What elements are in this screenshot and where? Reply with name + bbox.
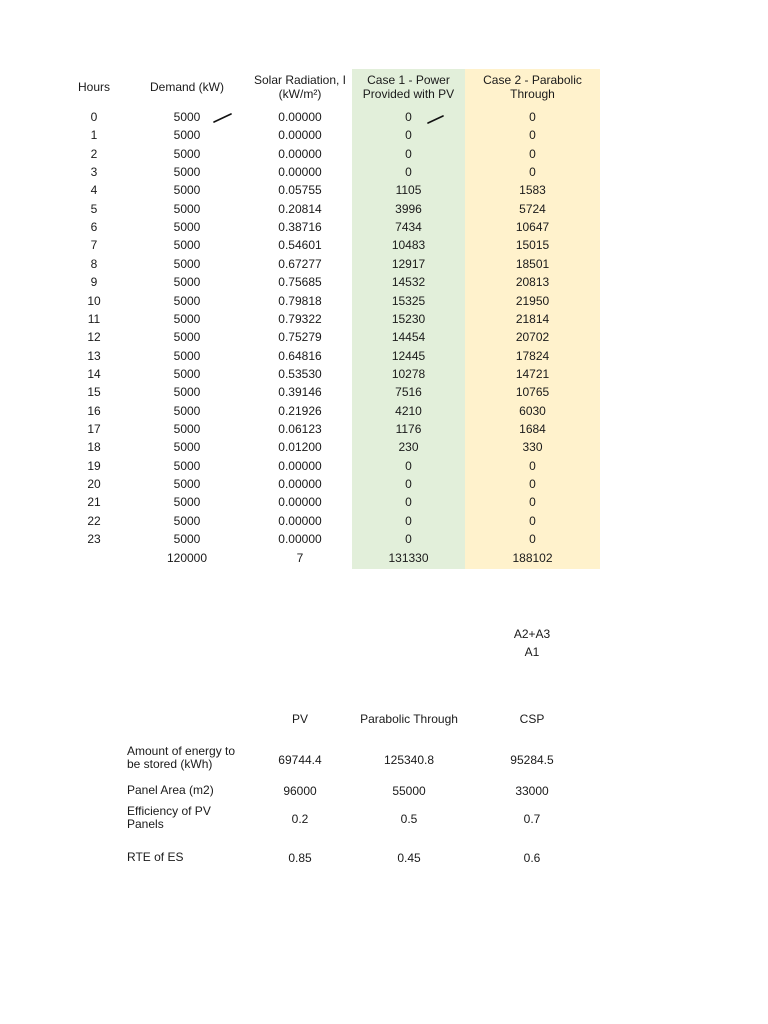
cell-demand: 5000 (173, 183, 201, 197)
cell-solar-radiation: 0.75685 (278, 275, 322, 289)
cell-solar-radiation: 0.53530 (278, 367, 322, 381)
table2-label-efficiency-line2: Panels (127, 817, 164, 831)
cell-hour: 16 (87, 404, 101, 418)
cell-case1-power: 4210 (395, 404, 422, 418)
cell-solar-radiation: 0.21926 (278, 404, 322, 418)
cell-case1-power: 0 (405, 165, 412, 179)
cell-solar-radiation: 0.67277 (278, 257, 322, 271)
cell-hour: 9 (90, 275, 98, 289)
cell-case2-power: 5724 (519, 202, 546, 216)
cell-case2-power: 18501 (515, 257, 550, 271)
cell-case1-power: 1176 (395, 422, 422, 436)
cell-case2-power: 0 (529, 147, 536, 161)
table2-efficiency-parabolic: 0.5 (400, 812, 418, 826)
table2-label-panel-area (127, 784, 251, 797)
cell-hour: 5 (90, 202, 98, 216)
table2-rte-csp: 0.6 (523, 851, 541, 865)
cell-case1-power: 10278 (391, 367, 426, 381)
cell-hour: 11 (87, 312, 101, 326)
cell-case2-power: 0 (529, 495, 536, 509)
cell-case1-power: 7516 (395, 385, 422, 399)
cell-hour: 0 (90, 110, 98, 124)
cell-demand: 5000 (173, 128, 201, 142)
cell-case2-power: 0 (529, 514, 536, 528)
cell-case1-power: 7434 (395, 220, 422, 234)
cell-case1-power: 12917 (391, 257, 426, 271)
cell-solar-radiation: 0.05755 (278, 183, 322, 197)
cell-hour: 21 (87, 495, 101, 509)
header-demand: Demand (kW) (149, 80, 224, 94)
cell-solar-radiation: 0.00000 (278, 532, 322, 546)
cell-hour: 18 (87, 440, 101, 454)
header-case1-line2: Provided with PV (362, 87, 455, 101)
cell-hour: 10 (87, 294, 101, 308)
cell-demand: 5000 (173, 422, 201, 436)
cell-case2-power: 21950 (515, 294, 550, 308)
header-solar-line1: Solar Radiation, I (253, 73, 347, 87)
cell-demand: 5000 (173, 238, 201, 252)
cell-case2-power: 21814 (515, 312, 550, 326)
table2-label-energy-line1: Amount of energy to (127, 744, 236, 758)
cell-demand: 5000 (173, 110, 201, 124)
cell-case2-power: 10765 (515, 385, 550, 399)
cell-case1-power: 15325 (391, 294, 426, 308)
cell-case2-power: 0 (529, 110, 536, 124)
cell-hour: 1 (90, 128, 98, 142)
pen-mark-icon (427, 113, 447, 125)
pen-mark-icon (213, 112, 233, 124)
cell-hour: 19 (87, 459, 101, 473)
cell-case2-power: 14721 (515, 367, 550, 381)
table2-rte-parabolic: 0.45 (397, 851, 421, 865)
header-solar-radiation (248, 73, 352, 101)
table2-label-energy-line2: be stored (kWh) (127, 757, 213, 771)
cell-case1-power: 0 (405, 477, 412, 491)
cell-case1-power: 1105 (395, 183, 422, 197)
cell-hour: 4 (90, 183, 98, 197)
table2-label-panel-area-line1: Panel Area (m2) (127, 783, 214, 797)
cell-case1-power: 14454 (391, 330, 426, 344)
header-case2-line2: Through (510, 87, 555, 101)
table2-label-efficiency-line1: Efficiency of PV (127, 804, 211, 818)
table2-header-parabolic: Parabolic Through (360, 712, 458, 726)
cell-demand: 5000 (173, 477, 201, 491)
cell-solar-radiation: 0.00000 (278, 495, 322, 509)
total-solar: 7 (296, 551, 304, 565)
cell-case2-power: 0 (529, 532, 536, 546)
cell-hour: 23 (87, 532, 101, 546)
cell-case2-power: 17824 (515, 349, 550, 363)
cell-case2-power: 1684 (519, 422, 546, 436)
cell-demand: 5000 (173, 349, 201, 363)
cell-solar-radiation: 0.00000 (278, 477, 322, 491)
cell-case1-power: 12445 (391, 349, 426, 363)
cell-demand: 5000 (173, 495, 201, 509)
table2-area-csp: 33000 (515, 784, 549, 798)
cell-demand: 5000 (173, 294, 201, 308)
cell-solar-radiation: 0.54601 (278, 238, 322, 252)
table2-label-energy (127, 745, 251, 771)
cell-case1-power: 0 (405, 495, 412, 509)
cell-solar-radiation: 0.00000 (278, 514, 322, 528)
cell-demand: 5000 (173, 147, 201, 161)
note-line1: A2+A3 (513, 627, 551, 641)
header-hours: Hours (77, 80, 110, 94)
cell-solar-radiation: 0.00000 (278, 147, 322, 161)
total-case2: 188102 (512, 551, 553, 565)
cell-demand: 5000 (173, 367, 201, 381)
header-solar-line2: (kW/m²) (278, 87, 322, 101)
cell-solar-radiation: 0.38716 (278, 220, 322, 234)
cell-demand: 5000 (173, 459, 201, 473)
cell-hour: 13 (87, 349, 101, 363)
cell-hour: 6 (90, 220, 98, 234)
cell-case1-power: 0 (405, 128, 412, 142)
cell-case2-power: 0 (529, 128, 536, 142)
table2-header-csp: CSP (519, 712, 545, 726)
cell-solar-radiation: 0.20814 (278, 202, 322, 216)
table2-label-rte-line1: RTE of ES (127, 850, 184, 864)
cell-hour: 15 (87, 385, 101, 399)
cell-case1-power: 230 (398, 440, 419, 454)
cell-case1-power: 15230 (391, 312, 426, 326)
cell-demand: 5000 (173, 312, 201, 326)
cell-case1-power: 14532 (391, 275, 426, 289)
cell-solar-radiation: 0.79818 (278, 294, 322, 308)
cell-hour: 8 (90, 257, 98, 271)
cell-solar-radiation: 0.00000 (278, 459, 322, 473)
cell-demand: 5000 (173, 385, 201, 399)
cell-solar-radiation: 0.39146 (278, 385, 322, 399)
header-case1-line1: Case 1 - Power (367, 73, 450, 87)
cell-demand: 5000 (173, 404, 201, 418)
cell-hour: 14 (87, 367, 101, 381)
cell-hour: 12 (87, 330, 101, 344)
cell-solar-radiation: 0.00000 (278, 128, 322, 142)
cell-case1-power: 10483 (391, 238, 426, 252)
table2-efficiency-csp: 0.7 (523, 812, 541, 826)
cell-case2-power: 0 (529, 165, 536, 179)
cell-hour: 2 (90, 147, 98, 161)
table2-rte-pv: 0.85 (288, 851, 312, 865)
cell-demand: 5000 (173, 532, 201, 546)
cell-demand: 5000 (173, 202, 201, 216)
table2-energy-csp: 95284.5 (510, 753, 554, 767)
table2-label-rte (127, 851, 251, 864)
total-demand: 120000 (166, 551, 208, 565)
table2-label-efficiency (127, 805, 251, 831)
cell-demand: 5000 (173, 440, 201, 454)
cell-case2-power: 6030 (519, 404, 546, 418)
cell-solar-radiation: 0.06123 (278, 422, 322, 436)
cell-demand: 5000 (173, 165, 201, 179)
total-case1: 131330 (388, 551, 429, 565)
cell-case2-power: 1583 (519, 183, 546, 197)
cell-solar-radiation: 0.00000 (278, 165, 322, 179)
cell-hour: 7 (90, 238, 98, 252)
note-line2: A1 (524, 645, 540, 659)
cell-case2-power: 330 (522, 440, 543, 454)
header-case2 (465, 73, 600, 101)
cell-case2-power: 0 (529, 477, 536, 491)
table2-energy-parabolic: 125340.8 (383, 753, 435, 767)
cell-demand: 5000 (173, 220, 201, 234)
cell-case2-power: 20813 (515, 275, 550, 289)
cell-case2-power: 0 (529, 459, 536, 473)
cell-case2-power: 20702 (515, 330, 550, 344)
cell-solar-radiation: 0.64816 (278, 349, 322, 363)
cell-demand: 5000 (173, 275, 201, 289)
table2-area-parabolic: 55000 (392, 784, 426, 798)
cell-solar-radiation: 0.75279 (278, 330, 322, 344)
cell-case1-power: 3996 (395, 202, 422, 216)
table2-efficiency-pv: 0.2 (291, 812, 309, 826)
cell-hour: 3 (90, 165, 98, 179)
header-case2-line1: Case 2 - Parabolic (483, 73, 582, 87)
header-case1 (352, 73, 465, 101)
cell-case1-power: 0 (405, 514, 412, 528)
cell-demand: 5000 (173, 330, 201, 344)
cell-demand: 5000 (173, 257, 201, 271)
cell-hour: 20 (87, 477, 101, 491)
cell-case2-power: 10647 (515, 220, 550, 234)
cell-hour: 22 (87, 514, 101, 528)
cell-hour: 17 (87, 422, 101, 436)
table2-area-pv: 96000 (283, 784, 317, 798)
cell-case1-power: 0 (405, 532, 412, 546)
table2-header-pv: PV (291, 712, 308, 726)
cell-case1-power: 0 (405, 147, 412, 161)
table2-energy-pv: 69744.4 (278, 753, 322, 767)
cell-solar-radiation: 0.01200 (278, 440, 322, 454)
cell-solar-radiation: 0.00000 (278, 110, 322, 124)
cell-case1-power: 0 (405, 459, 412, 473)
cell-case1-power: 0 (405, 110, 412, 124)
cell-demand: 5000 (173, 514, 201, 528)
cell-case2-power: 15015 (515, 238, 550, 252)
cell-solar-radiation: 0.79322 (278, 312, 322, 326)
